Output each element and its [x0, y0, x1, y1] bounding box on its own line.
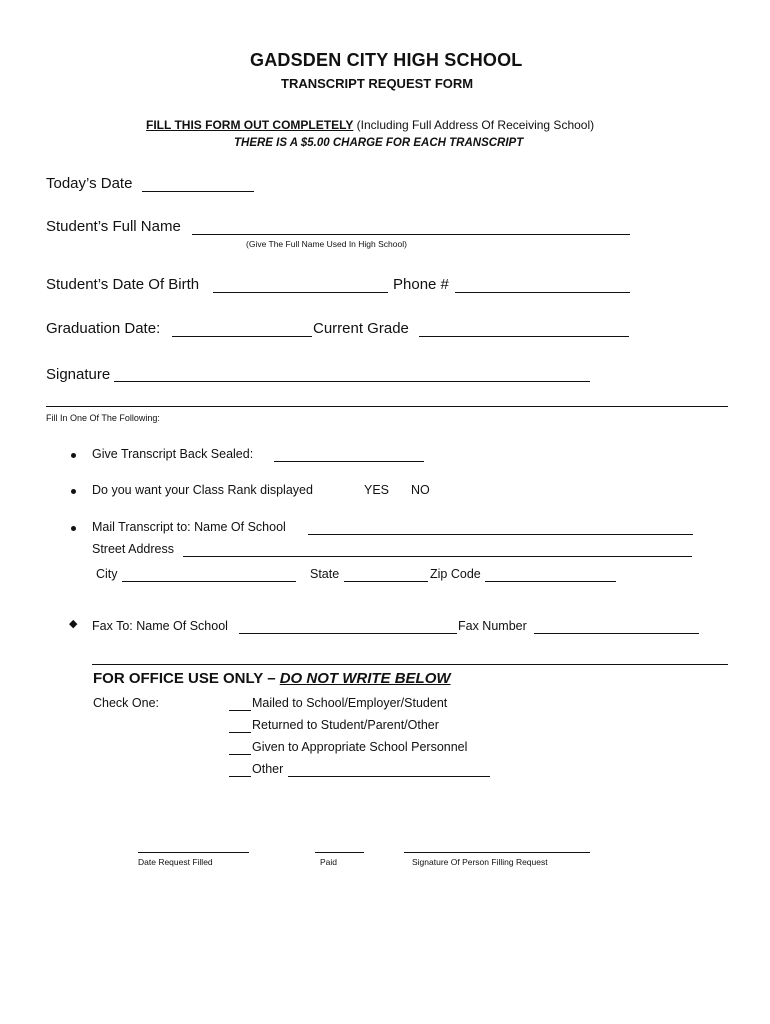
mail-to-label: Mail Transcript to: Name Of School: [92, 520, 286, 534]
school-name: GADSDEN CITY HIGH SCHOOL: [250, 50, 523, 70]
office-divider: [92, 664, 728, 665]
current-grade-line[interactable]: [419, 336, 629, 337]
bullet-icon: [71, 526, 76, 531]
other-line[interactable]: [288, 776, 490, 777]
street-label: Street Address: [92, 542, 174, 556]
check-box-line[interactable]: [229, 754, 251, 755]
options-heading: Fill In One Of The Following:: [46, 413, 160, 423]
date-filled-line[interactable]: [138, 852, 249, 853]
dob-label: Student’s Date Of Birth: [46, 276, 200, 293]
state-line[interactable]: [344, 581, 428, 582]
class-rank-no[interactable]: NO: [411, 483, 430, 497]
todays-date-line[interactable]: [142, 191, 254, 192]
sealed-label: Give Transcript Back Sealed:: [92, 447, 254, 461]
office-title: [93, 670, 451, 687]
paid-label: Paid: [320, 857, 338, 867]
sealed-line[interactable]: [274, 461, 424, 462]
check-box-line[interactable]: [229, 776, 251, 777]
dob-line[interactable]: [213, 292, 388, 293]
office-choice: Other: [252, 762, 284, 776]
check-box-line[interactable]: [229, 710, 251, 711]
person-signature-line[interactable]: [404, 852, 590, 853]
office-title-plain: FOR OFFICE USE ONLY –: [93, 670, 280, 687]
zip-label: Zip Code: [430, 567, 481, 581]
state-label: State: [310, 567, 340, 581]
check-one-label: Check One:: [93, 696, 160, 710]
city-line[interactable]: [122, 581, 296, 582]
street-line[interactable]: [183, 556, 692, 557]
office-choice: Mailed to School/Employer/Student: [252, 696, 448, 710]
class-rank-label: Do you want your Class Rank displayed: [92, 483, 313, 497]
zip-line[interactable]: [485, 581, 616, 582]
graduation-line[interactable]: [172, 336, 312, 337]
instructions-emphasis: FILL THIS FORM OUT COMPLETELY: [146, 118, 354, 132]
charge-notice: THERE IS A $5.00 CHARGE FOR EACH TRANSCRIPT: [234, 137, 524, 149]
todays-date-label: Today’s Date: [46, 175, 133, 192]
signature-line[interactable]: [114, 381, 590, 382]
full-name-label: Student’s Full Name: [46, 218, 181, 235]
office-choice: Given to Appropriate School Personnel: [252, 740, 468, 754]
fax-to-label: Fax To: Name Of School: [92, 619, 228, 633]
fax-school-line[interactable]: [239, 633, 457, 634]
person-signature-label: Signature Of Person Filling Request: [412, 857, 548, 867]
form-title: TRANSCRIPT REQUEST FORM: [281, 76, 474, 91]
paid-line[interactable]: [315, 852, 364, 853]
instructions-line: [146, 118, 594, 132]
class-rank-yes[interactable]: YES: [364, 483, 390, 497]
bullet-icon: [71, 453, 76, 458]
phone-label: Phone #: [393, 276, 449, 293]
current-grade-label: Current Grade: [313, 320, 409, 337]
instructions-rest: (Including Full Address Of Receiving School): [353, 118, 595, 132]
graduation-label: Graduation Date:: [46, 320, 161, 337]
office-choice: Returned to Student/Parent/Other: [252, 718, 439, 732]
fax-number-label: Fax Number: [458, 619, 527, 633]
check-box-line[interactable]: [229, 732, 251, 733]
fax-number-line[interactable]: [534, 633, 699, 634]
office-title-emphasis: DO NOT WRITE BELOW: [279, 670, 451, 687]
full-name-hint: (Give The Full Name Used In High School): [246, 239, 407, 249]
diamond-bullet-icon: ◆: [69, 618, 78, 630]
mail-to-school-line[interactable]: [308, 534, 693, 535]
signature-label: Signature: [46, 366, 111, 383]
date-filled-label: Date Request Filled: [138, 857, 213, 867]
city-label: City: [96, 567, 118, 581]
phone-line[interactable]: [455, 292, 630, 293]
full-name-line[interactable]: [192, 234, 630, 235]
section-divider: [46, 406, 728, 407]
bullet-icon: [71, 489, 76, 494]
